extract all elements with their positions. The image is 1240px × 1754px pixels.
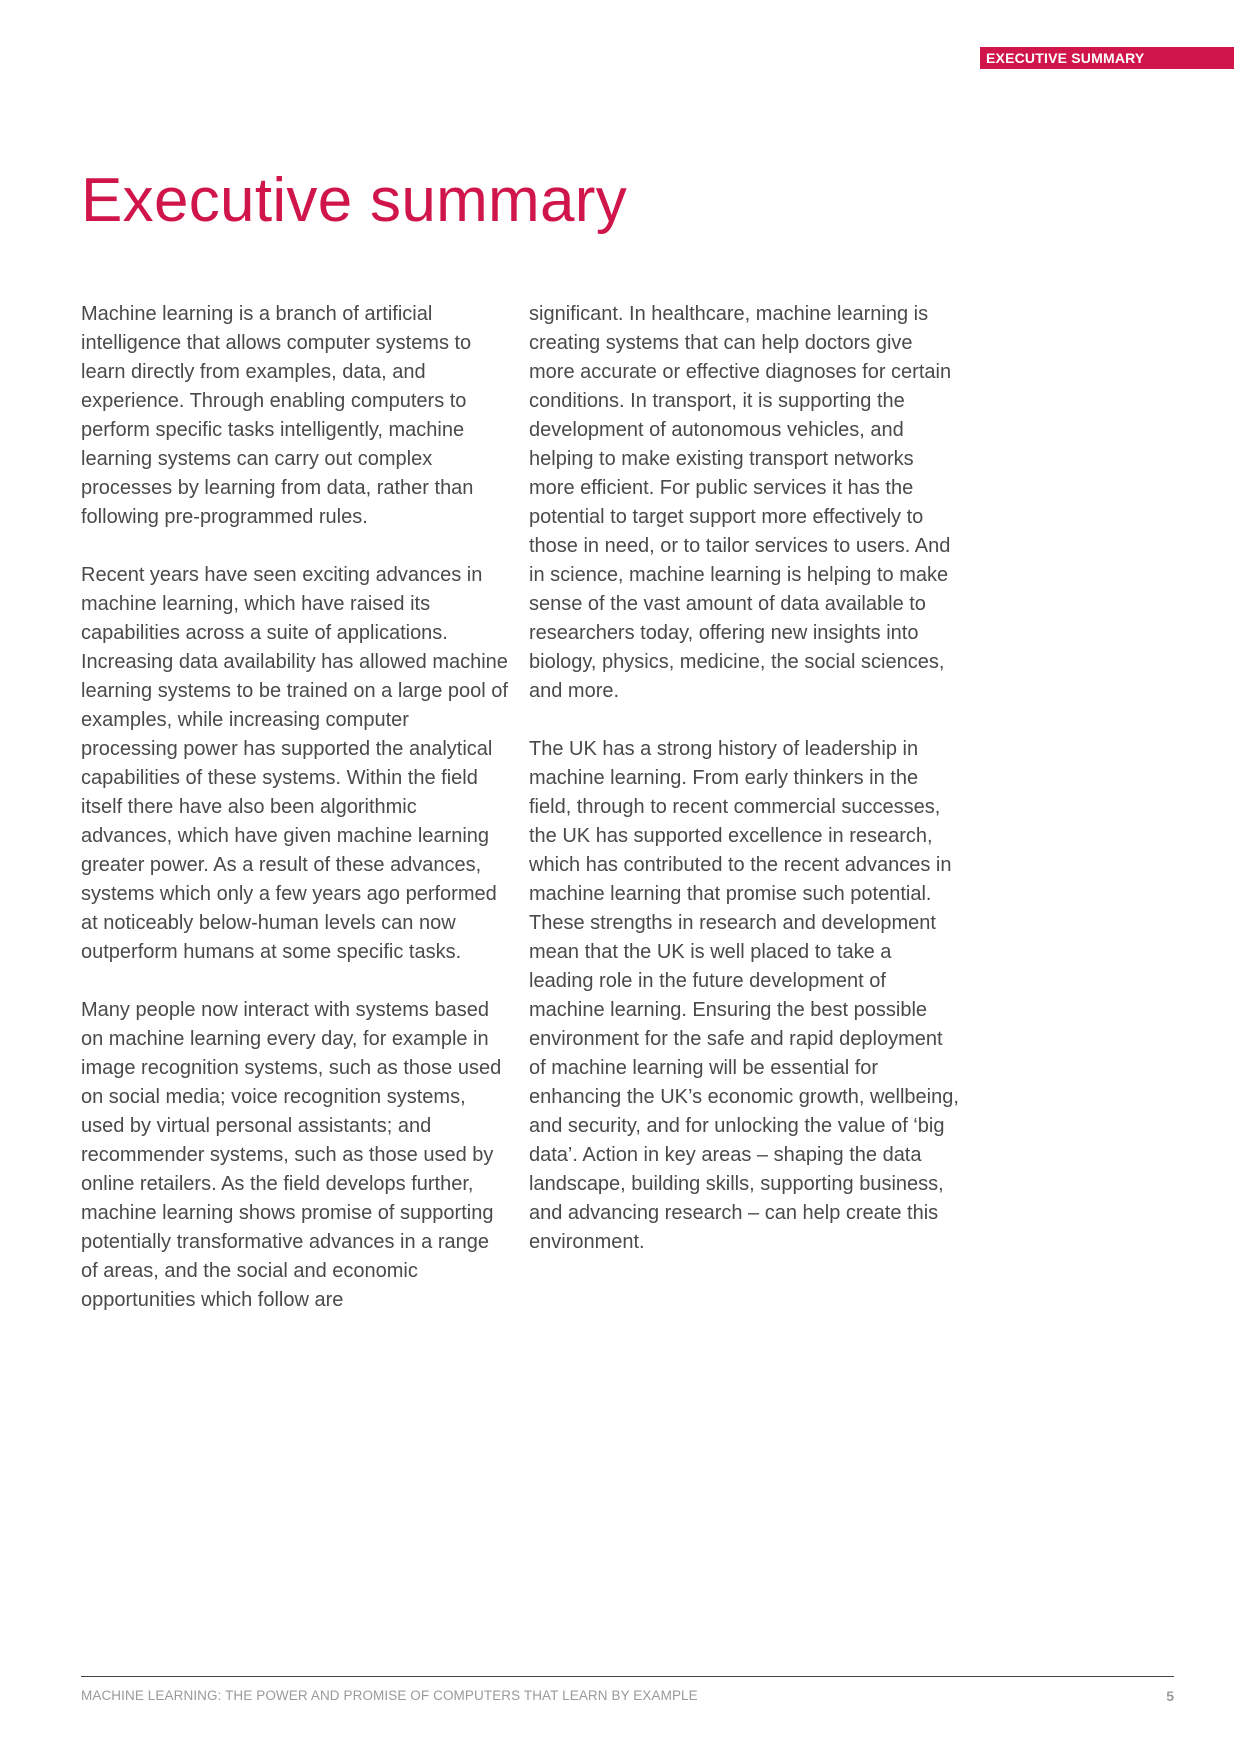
paragraph: Machine learning is a branch of artificial intelligence that allows computer systems to learn directly from examples, data, and experience. Through enabling computers to perform specific tasks intelligently, machine learning systems can carry out complex processes by learning from data, rather than following pre-programmed rules. [81, 303, 474, 528]
footer-document-title: MACHINE LEARNING: THE POWER AND PROMISE OF COMPUTERS THAT LEARN BY EXAMPLE [81, 1688, 698, 1703]
paragraph: Recent years have seen exciting advances in machine learning, which have raised its capabilities across a suite of applications. Increasing data availability has allowed machine learning systems to be trained on a large pool of examples, while increasing computer processing power has supported the analytical capabilities of these systems. Within the field itself there have also been algorithmic advances, which have given machine learning greater power. As a result of these advances, systems which only a few years ago performed at noticeably below-human levels can now outperform humans at some specific tasks. [81, 564, 508, 963]
left-column [81, 300, 511, 1344]
right-column [529, 300, 959, 1286]
paragraph: Many people now interact with systems based on machine learning every day, for example in image recognition systems, such as those used on social media; voice recognition systems, used by virtual personal assistants; and recommender systems, such as those used by online retailers. As the field develops further, machine learning shows promise of supporting potentially transformative advances in a range of areas, and the social and economic opportunities which follow are [81, 999, 502, 1311]
paragraph: The UK has a strong history of leadership in machine learning. From early thinkers in the field, through to recent commercial successes, the UK has supported excellence in research, which has contributed to the recent advances in machine learning that promise such potential. These strengths in research and development mean that the UK is well placed to take a leading role in the future development of machine learning. Ensuring the best possible environment for the safe and rapid deployment of machine learning will be essential for enhancing the UK’s economic growth, wellbeing, and security, and for unlocking the value of ‘big data’. Action in key areas – shaping the data landscape, building skills, supporting business, and advancing research – can help create this environment. [529, 738, 959, 1253]
section-tab: EXECUTIVE SUMMARY [980, 47, 1234, 69]
paragraph: significant. In healthcare, machine learning is creating systems that can help doctors give more accurate or effective diagnoses for certain conditions. In transport, it is supporting the development of autonomous vehicles, and helping to make existing transport networks more efficient. For public services it has the potential to target support more effectively to those in need, or to tailor services to users. And in science, machine learning is helping to make sense of the vast amount of data available to researchers today, offering new insights into biology, physics, medicine, the social sciences, and more. [529, 303, 952, 702]
page-number: 5 [1166, 1688, 1174, 1704]
page-title: Executive summary [81, 166, 628, 235]
footer-divider [81, 1676, 1174, 1677]
